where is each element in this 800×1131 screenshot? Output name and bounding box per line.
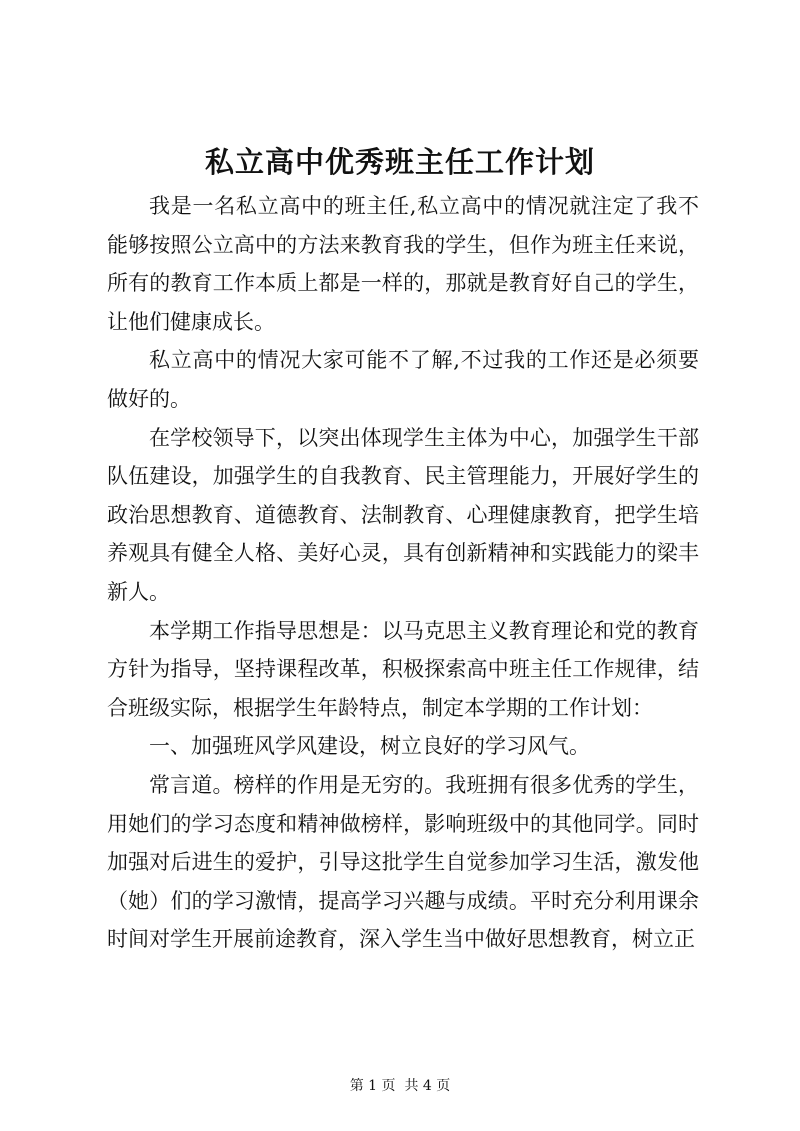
section-heading-1: 一、加强班风学风建设，树立良好的学习风气。 <box>149 734 590 759</box>
document-title: 私立高中优秀班主任工作计划 <box>204 145 595 179</box>
page-footer <box>0 1076 800 1096</box>
paragraph-3: 在学校领导下，以突出体现学生主体为中心，加强学生干部队伍建设，加强学生的自我教育、民主管理能力，开展好学生的政治思想教育、道德教育、法制教育、心理健康教育，把学生培养观具有健全人格、美好心灵，具有创新精神和实践能力的梁丰新人。 <box>107 425 699 604</box>
document-body <box>107 187 699 959</box>
paragraph-1: 我是一名私立高中的班主任,私立高中的情况就注定了我不能够按照公立高中的方法来教育我的学生，但作为班主任来说，所有的教育工作本质上都是一样的，那就是教育好自己的学生，让他们健康成长。 <box>107 194 699 334</box>
paragraph-5: 常言道。榜样的作用是无穷的。我班拥有很多优秀的学生，用她们的学习态度和精神做榜样，影响班级中的其他同学。同时加强对后进生的爱护，引导这批学生自觉参加学习生活，激发他（她）们的学习激情，提高学习兴趣与成绩。平时充分利用课余时间对学生开展前途教育，深入学生当中做好思想教育，树立正 <box>107 772 699 952</box>
paragraph-4: 本学期工作指导思想是：以马克思主义教育理论和党的教育方针为指导，坚持课程改革，积极探索高中班主任工作规律，结合班级实际，根据学生年龄特点，制定本学期的工作计划： <box>107 618 699 720</box>
page-number-label: 第 1 页 共 4 页 <box>349 1078 451 1094</box>
paragraph-2: 私立高中的情况大家可能不了解,不过我的工作还是必须要做好的。 <box>107 348 699 411</box>
